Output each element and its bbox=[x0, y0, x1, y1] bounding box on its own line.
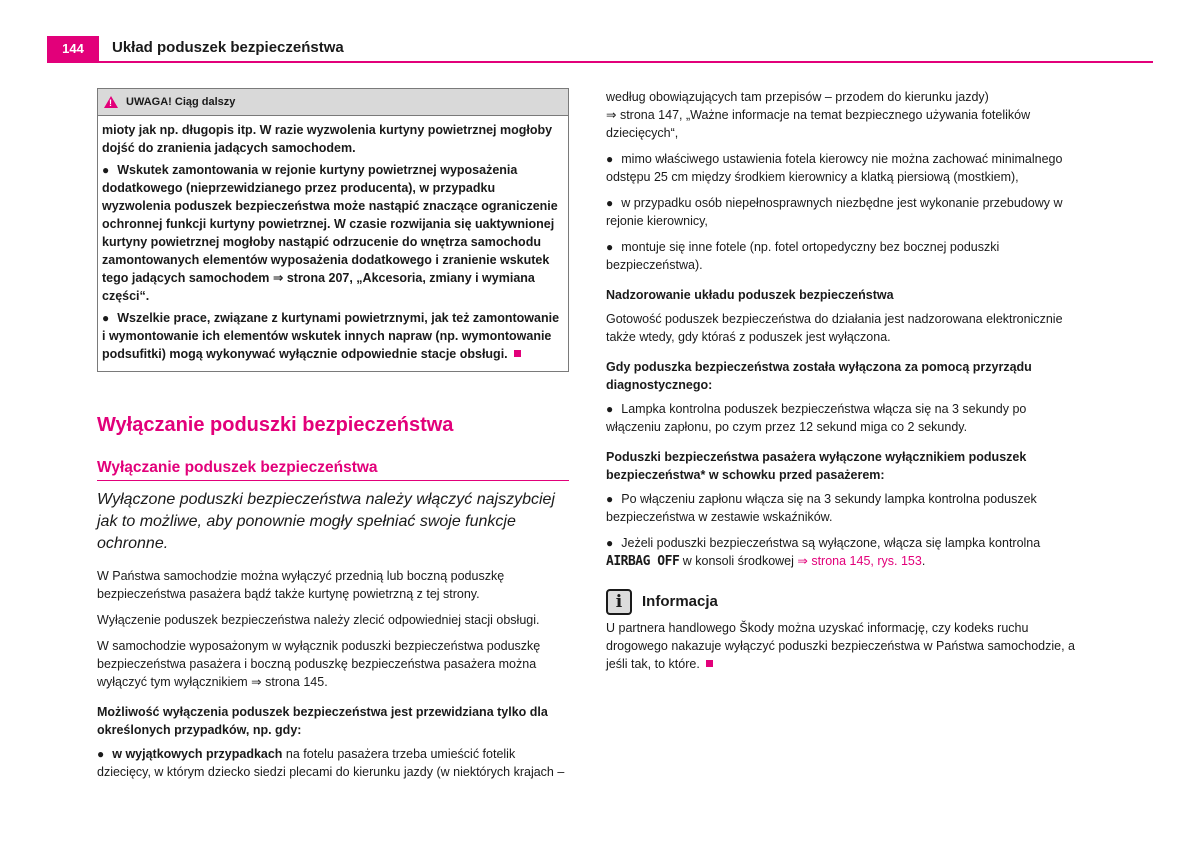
page-header bbox=[47, 36, 1153, 63]
warning-title: UWAGA! Ciąg dalszy bbox=[126, 96, 236, 108]
warning-box bbox=[97, 88, 569, 372]
warning-bullet-1: ● Wskutek zamontowania w rejonie kurtyny powietrznej wyposażenia dodatkowego (nieprzewidzianego przez producenta), w przypadku wyzwolenia poduszek bezpieczeństwa może nastąpić znaczące ograniczenie ochronnej funkcji kurtyny powietrznej. W czasie rozwijania się uaktywnionej kurtyny powietrznej mogłoby nastąpić odrzucenie do wnętrza samochodu zamontowanych elementów wyposażenia dodatkowego i zranienie wskutek tego jadących samochodem ⇒ strona 207, „Akcesoria, zmiany i wymiana części“. bbox=[102, 161, 564, 305]
diag-bullet: ● Lampka kontrolna poduszek bezpieczeństwa włącza się na 3 sekundy po włączeniu zapłonu, po czym przez 12 sekund miga co 2 sekundy. bbox=[606, 400, 1076, 436]
paragraph-1: W Państwa samochodzie można wyłączyć przednią lub boczną poduszkę bezpieczeństwa pasażera bądź także kurtynę powietrzną z tej strony. bbox=[97, 569, 505, 601]
bullet-c: ● montuje się inne fotele (np. fotel ortopedyczny bez bocznej poduszki bezpieczeństwa). bbox=[606, 238, 1076, 274]
warning-body bbox=[98, 116, 568, 371]
info-title: Informacja bbox=[642, 593, 718, 610]
paragraph-3: W samochodzie wyposażonym w wyłącznik poduszki bezpieczeństwa poduszkę bezpieczeństwa pasażera i boczną poduszkę bezpieczeństwa pasażera można wyłączyć tym wyłącznikiem ⇒ strona 145. bbox=[97, 639, 541, 689]
case-bullet-1: ● w wyjątkowych przypadkach na fotelu pasażera trzeba umieścić fotelik dziecięcy, w którym dziecko siedzi plecami do kierunku jazdy (w niektórych krajach – bbox=[97, 745, 569, 781]
monitor-title: Nadzorowanie układu poduszek bezpieczeństwa bbox=[606, 288, 894, 302]
paragraph-2: Wyłączenie poduszek bezpieczeństwa należy zlecić odpowiedniej stacji obsługi. bbox=[97, 613, 540, 627]
page-number: 144 bbox=[47, 36, 99, 61]
bullet-b: ● w przypadku osób niepełnosprawnych niezbędne jest wykonanie przebudowy w rejonie kierownicy, bbox=[606, 194, 1076, 230]
monitor-text: Gotowość poduszek bezpieczeństwa do działania jest nadzorowana elektronicznie także wtedy, gdy któraś z poduszek jest wyłączona. bbox=[606, 312, 1063, 344]
switch-bullet-2: ● Jeżeli poduszki bezpieczeństwa są wyłączone, włącza się lampka kontrolna AIRBAG OFF w konsoli środkowej ⇒ strona 145, rys. 153. bbox=[606, 534, 1076, 571]
info-text: U partnera handlowego Škody można uzyskać informację, czy kodeks ruchu drogowego nakazuje wyłączyć poduszki bezpieczeństwa w Państwa samochodzie, a jeśli tak, to które. bbox=[606, 621, 1076, 671]
section-heading: Wyłączanie poduszki bezpieczeństwa bbox=[97, 414, 454, 436]
warning-bullet-2: ● Wszelkie prace, związane z kurtynami powietrznymi, jak też zamontowanie i wymontowanie ich elementów wskutek innych napraw (np. wymontowanie podsufitki) mogą wykonywać wyłącznie odpowiednie stacje obsługi. bbox=[102, 309, 564, 363]
section-subheading: Wyłączanie poduszek bezpieczeństwa bbox=[97, 458, 569, 481]
end-marker-icon bbox=[706, 660, 713, 667]
end-marker-icon bbox=[514, 350, 521, 357]
diag-title: Gdy poduszka bezpieczeństwa została wyłączona za pomocą przyrządu diagnostycznego: bbox=[606, 360, 1032, 392]
cases-title: Możliwość wyłączenia poduszek bezpieczeństwa jest przewidziana tylko dla określonych przypadków, np. gdy: bbox=[97, 705, 548, 737]
bullet-a: ● mimo właściwego ustawienia fotela kierowcy nie można zachować minimalnego odstępu 25 cm między środkiem kierownicy a klatką piersiową (mostkiem), bbox=[606, 150, 1076, 186]
left-column bbox=[97, 88, 569, 789]
lead-text: Wyłączone poduszki bezpieczeństwa należy włączyć najszybciej jak to możliwe, aby ponownie mogły spełniać swoje funkcje ochronne. bbox=[97, 491, 555, 552]
chapter-title: Układ poduszek bezpieczeństwa bbox=[112, 39, 344, 56]
continuation-1: według obowiązujących tam przepisów – przodem do kierunku jazdy) bbox=[606, 90, 989, 104]
switch-bullet-1: ● Po włączeniu zapłonu włącza się na 3 sekundy lampka kontrolna poduszek bezpieczeństwa w zestawie wskaźników. bbox=[606, 490, 1076, 526]
page-ref-link[interactable]: ⇒ strona 145, rys. 153 bbox=[797, 554, 922, 568]
info-header bbox=[606, 589, 1076, 615]
continuation-2: ⇒ strona 147, „Ważne informacje na temat bezpiecznego używania fotelików dziecięcych“, bbox=[606, 108, 1031, 140]
right-column bbox=[606, 88, 1076, 681]
warning-triangle-icon: ! bbox=[104, 96, 118, 108]
info-icon: i bbox=[606, 589, 632, 615]
airbag-off-label: AIRBAG OFF bbox=[606, 554, 680, 569]
switch-title: Poduszki bezpieczeństwa pasażera wyłączone wyłącznikiem poduszek bezpieczeństwa* w schowku przed pasażerem: bbox=[606, 450, 1027, 482]
warning-paragraph: mioty jak np. długopis itp. W razie wyzwolenia kurtyny powietrznej mogłoby dojść do zranienia jadących samochodem. bbox=[102, 123, 553, 155]
warning-header bbox=[98, 89, 568, 116]
